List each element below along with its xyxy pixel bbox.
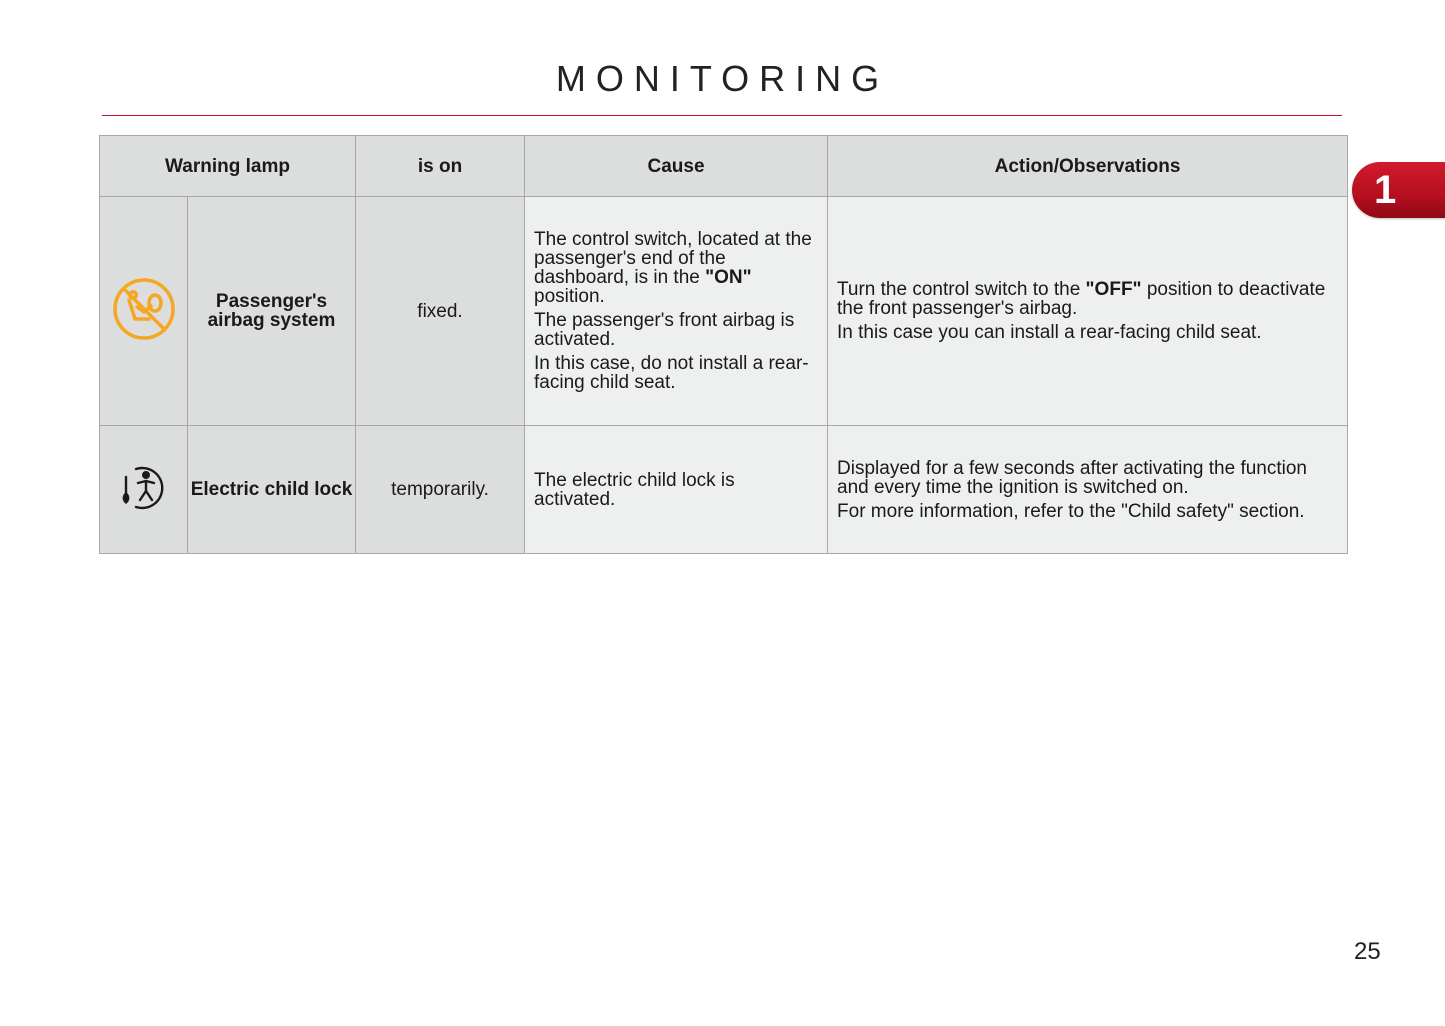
cause-paragraph: The electric child lock is activated.: [534, 469, 735, 510]
header-action: Action/Observations: [828, 136, 1348, 197]
lamp-icon-cell: [100, 197, 188, 426]
title-divider: [102, 115, 1342, 116]
action-paragraph: For more information, refer to the "Child safety" section.: [837, 500, 1305, 522]
action-paragraph: Turn the control switch to the "OFF" position to deactivate the front passenger's airbag.: [837, 279, 1326, 319]
table-header-row: [100, 136, 1348, 197]
cause-text: [525, 197, 828, 426]
lamp-name: Electric child lock: [188, 426, 356, 554]
action-paragraph: Displayed for a few seconds after activating the function and every time the ignition is switched on.: [837, 457, 1307, 498]
warning-lamp-table: [99, 135, 1348, 554]
lamp-icon-cell: [100, 426, 188, 554]
is-on-value: fixed.: [356, 197, 525, 426]
header-cause: Cause: [525, 136, 828, 197]
chapter-tab[interactable]: 1: [1352, 162, 1445, 218]
table-row: [100, 426, 1348, 554]
header-warning-lamp: Warning lamp: [100, 136, 356, 197]
table-row: [100, 197, 1348, 426]
child-lock-icon: [117, 462, 171, 514]
airbag-off-icon: [111, 276, 177, 342]
header-is-on: is on: [356, 136, 525, 197]
cause-paragraph: In this case, do not install a rear-facing child seat.: [534, 353, 809, 393]
page-number: 25: [1354, 938, 1381, 965]
lamp-name: Passenger's airbag system: [188, 197, 356, 426]
cause-paragraph: The control switch, located at the passenger's end of the dashboard, is in the "ON" position.: [534, 229, 812, 307]
action-text: [828, 426, 1348, 554]
page-title: MONITORING: [555, 58, 890, 99]
action-text: [828, 197, 1348, 426]
is-on-value: temporarily.: [356, 426, 525, 554]
action-paragraph: In this case you can install a rear-facing child seat.: [837, 322, 1262, 343]
cause-text: [525, 426, 828, 554]
cause-paragraph: The passenger's front airbag is activated.: [534, 310, 795, 350]
